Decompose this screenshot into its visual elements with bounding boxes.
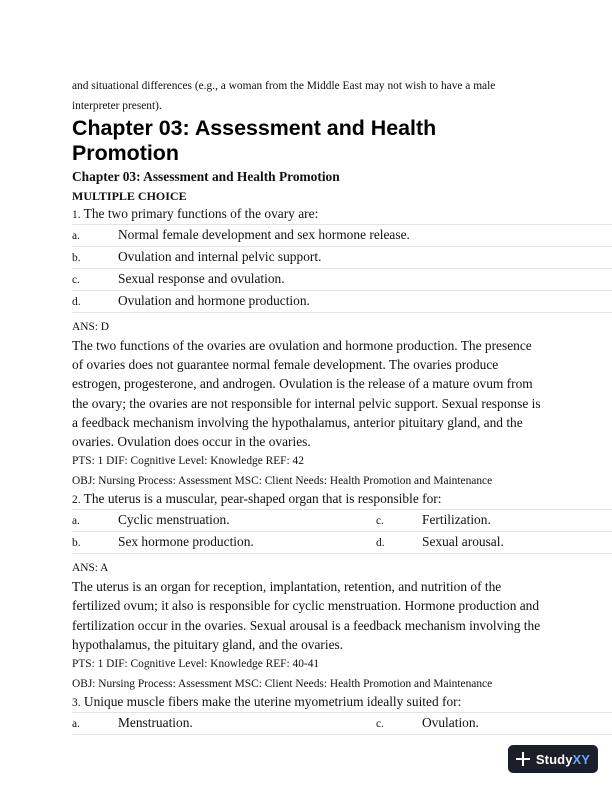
chapter-subtitle: Chapter 03: Assessment and Health Promotion bbox=[72, 169, 340, 184]
question-1-answer: ANS: D bbox=[72, 321, 110, 333]
question-1-stem: 1. The two primary functions of the ovary are: bbox=[72, 206, 319, 221]
option-text: Sexual arousal. bbox=[422, 534, 504, 550]
option-letter: a. bbox=[72, 718, 80, 731]
option-letter: b. bbox=[72, 252, 81, 264]
intro-line-1: and situational differences (e.g., a woman from the Middle East may not wish to have a male bbox=[72, 80, 496, 92]
question-2-pts: PTS: 1 DIF: Cognitive Level: Knowledge REF: 40-41 bbox=[72, 658, 320, 671]
option-text: Cyclic menstruation. bbox=[118, 512, 230, 528]
chapter-title bbox=[72, 116, 612, 166]
option-row bbox=[72, 712, 612, 735]
option-text: Ovulation and hormone production. bbox=[118, 293, 310, 308]
chapter-title-line-2: Promotion bbox=[72, 141, 179, 165]
option-row bbox=[72, 509, 612, 532]
option-text: Ovulation and internal pelvic support. bbox=[118, 249, 322, 264]
option-letter: a. bbox=[72, 230, 80, 242]
option-letter: b. bbox=[72, 537, 81, 550]
section-label: MULTIPLE CHOICE bbox=[72, 189, 187, 203]
option-row bbox=[72, 532, 612, 554]
question-2-obj: OBJ: Nursing Process: Assessment MSC: Client Needs: Health Promotion and Maintenance bbox=[72, 678, 493, 691]
document-page bbox=[72, 76, 612, 735]
plus-icon bbox=[516, 752, 530, 766]
intro-line-2: interpreter present). bbox=[72, 100, 162, 112]
option-letter: c. bbox=[72, 274, 80, 286]
studyxy-badge[interactable] bbox=[508, 745, 598, 773]
option-letter: c. bbox=[376, 515, 384, 528]
question-3-options bbox=[72, 712, 612, 735]
question-2-options bbox=[72, 509, 612, 554]
question-2-stem: 2. The uterus is a muscular, pear-shaped organ that is responsible for: bbox=[72, 491, 442, 507]
question-1-pts: PTS: 1 DIF: Cognitive Level: Knowledge REF: 42 bbox=[72, 455, 304, 468]
option-row bbox=[72, 291, 612, 313]
question-1-obj: OBJ: Nursing Process: Assessment MSC: Client Needs: Health Promotion and Maintenance bbox=[72, 475, 493, 488]
option-text: Menstruation. bbox=[118, 715, 193, 731]
chapter-title-line-1: Chapter 03: Assessment and Health bbox=[72, 116, 437, 140]
option-text: Ovulation. bbox=[422, 715, 479, 731]
option-letter: d. bbox=[376, 537, 385, 550]
option-text: Normal female development and sex hormone release. bbox=[118, 227, 410, 242]
option-letter: d. bbox=[72, 296, 81, 308]
option-letter: c. bbox=[376, 718, 384, 731]
question-2-rationale: The uterus is an organ for reception, implantation, retention, and nutrition of the fertilized ovum; it also is responsible for cyclic menstruation. Hormone production and fertilization occur in the ovaries. Sexual arousal is a feedback mechanism involving the hypothalamus, the pituitary gland, and the ovaries. bbox=[72, 579, 541, 652]
option-row bbox=[72, 224, 612, 247]
question-1-options bbox=[72, 224, 612, 313]
question-3-stem: 3. Unique muscle fibers make the uterine myometrium ideally suited for: bbox=[72, 694, 462, 710]
option-row bbox=[72, 269, 612, 291]
studyxy-logo-text: StudyXY bbox=[535, 751, 591, 767]
option-text: Sex hormone production. bbox=[118, 534, 254, 550]
option-text: Sexual response and ovulation. bbox=[118, 271, 285, 286]
option-row bbox=[72, 247, 612, 269]
option-letter: a. bbox=[72, 515, 80, 528]
question-1-rationale: The two functions of the ovaries are ovulation and hormone production. The presence of ovaries does not guarantee normal female development. The ovaries produce estrogen, progesterone, and androgen. Ovulation is the release of a mature ovum from the ovary; the ovaries are not responsible for internal pelvic support. Sexual response is a feedback mechanism involving the hypothalamus, anterior pituitary gland, and the ovaries. Ovulation does occur in the ovaries. bbox=[72, 338, 541, 450]
question-2-answer: ANS: A bbox=[72, 562, 109, 575]
option-text: Fertilization. bbox=[422, 512, 491, 528]
